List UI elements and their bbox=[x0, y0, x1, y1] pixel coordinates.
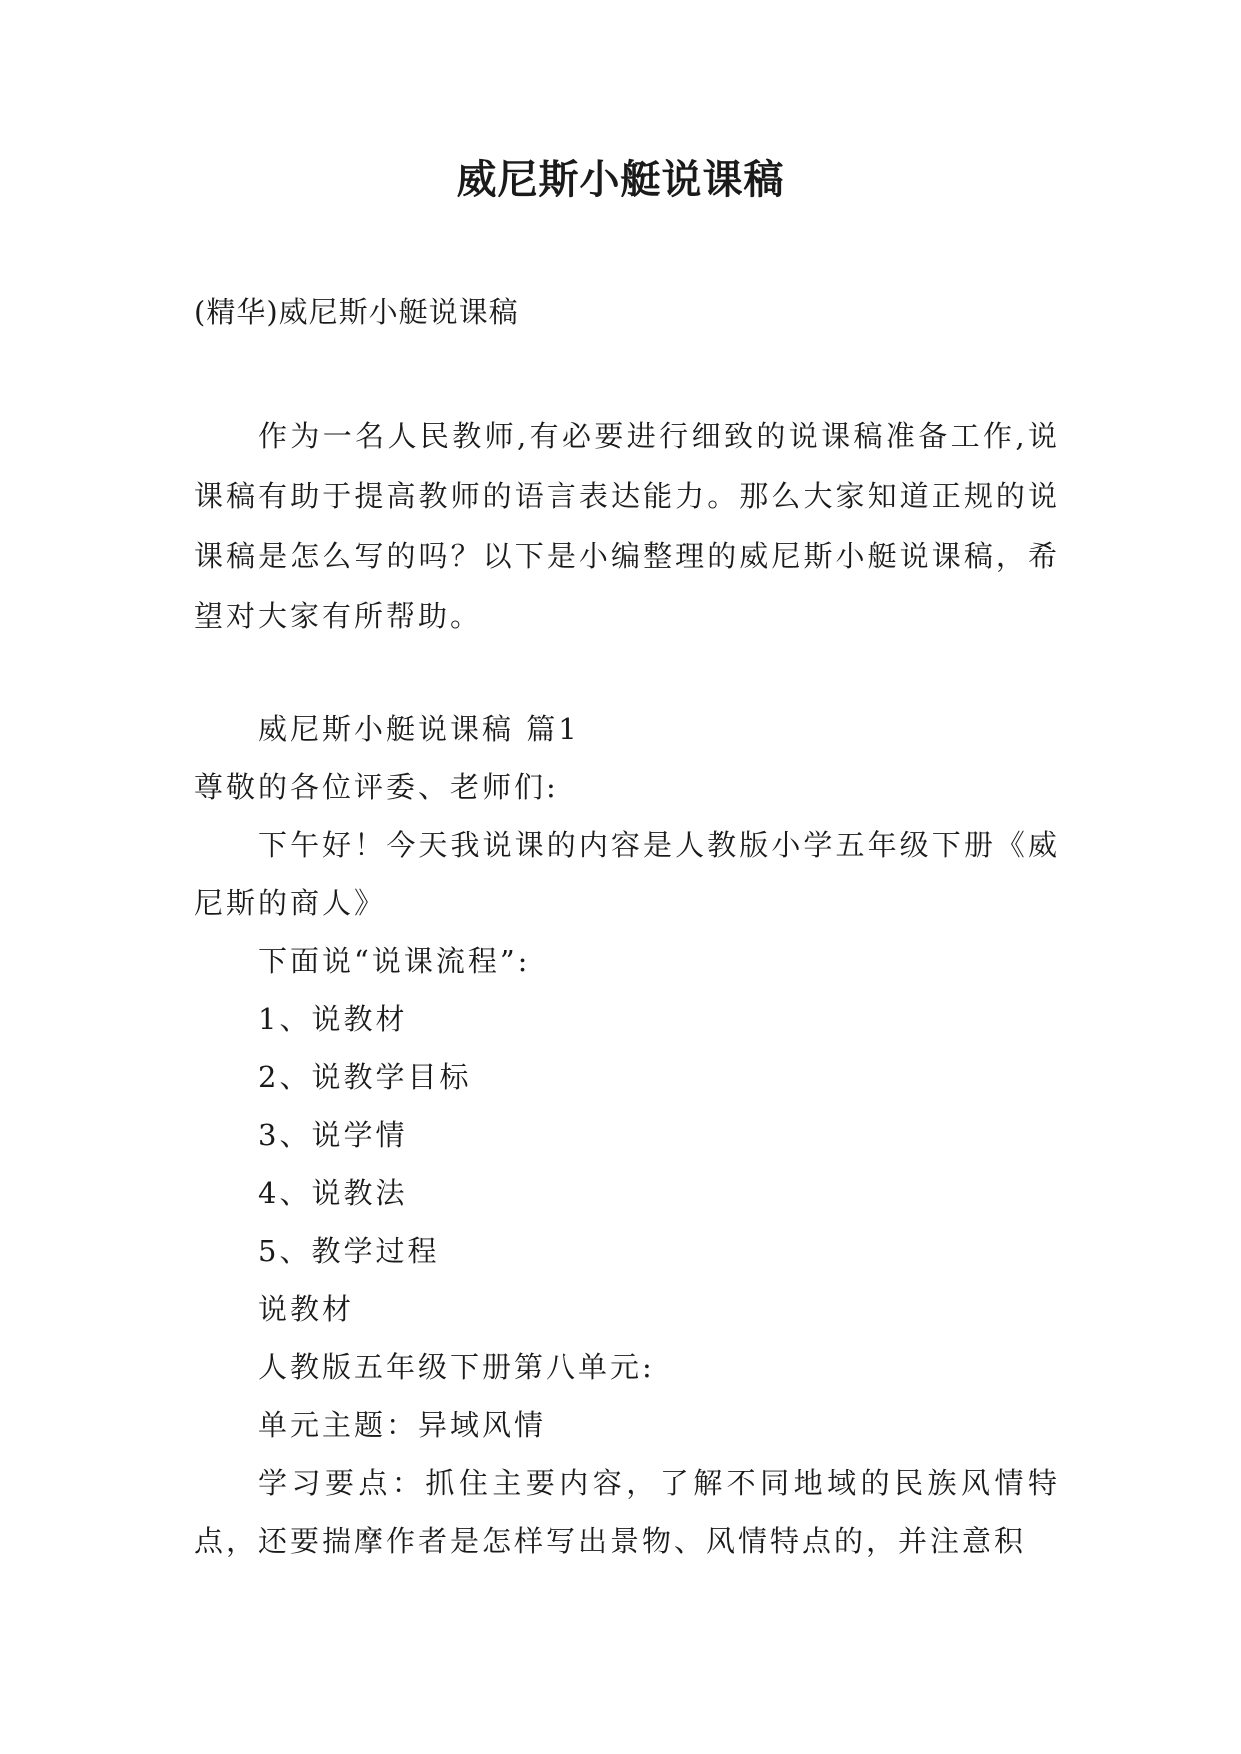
document-subtitle: (精华)威尼斯小艇说课稿 bbox=[194, 295, 519, 329]
unit-theme: 单元主题：异域风情 bbox=[258, 1408, 547, 1442]
section-heading: 威尼斯小艇说课稿 篇1 bbox=[258, 712, 580, 746]
opening-paragraph: 下午好！今天我说课的内容是人教版小学五年级下册《威尼斯的商人》 bbox=[194, 828, 1060, 920]
flow-item: 1、说教材 bbox=[258, 1002, 408, 1036]
document-body bbox=[194, 700, 1060, 1570]
textbook-heading: 说教材 bbox=[258, 1292, 355, 1326]
document-title: 威尼斯小艇说课稿 bbox=[456, 156, 785, 203]
greeting: 尊敬的各位评委、老师们: bbox=[194, 770, 559, 804]
flow-item: 5、教学过程 bbox=[258, 1234, 440, 1268]
intro-paragraph: 作为一名人民教师,有必要进行细致的说课稿准备工作,说课稿有助于提高教师的语言表达能力。那么大家知道正规的说课稿是怎么写的吗？以下是小编整理的威尼斯小艇说课稿，希望对大家有所帮助。 bbox=[194, 419, 1060, 633]
flow-item: 3、说学情 bbox=[258, 1118, 408, 1152]
unit-line: 人教版五年级下册第八单元: bbox=[258, 1350, 655, 1384]
flow-item: 4、说教法 bbox=[258, 1176, 408, 1210]
flow-item: 2、说教学目标 bbox=[258, 1060, 472, 1094]
learning-points: 学习要点：抓住主要内容，了解不同地域的民族风情特点，还要揣摩作者是怎样写出景物、风情特点的，并注意积 bbox=[194, 1466, 1060, 1558]
flow-intro: 下面说“说课流程”: bbox=[258, 944, 531, 978]
